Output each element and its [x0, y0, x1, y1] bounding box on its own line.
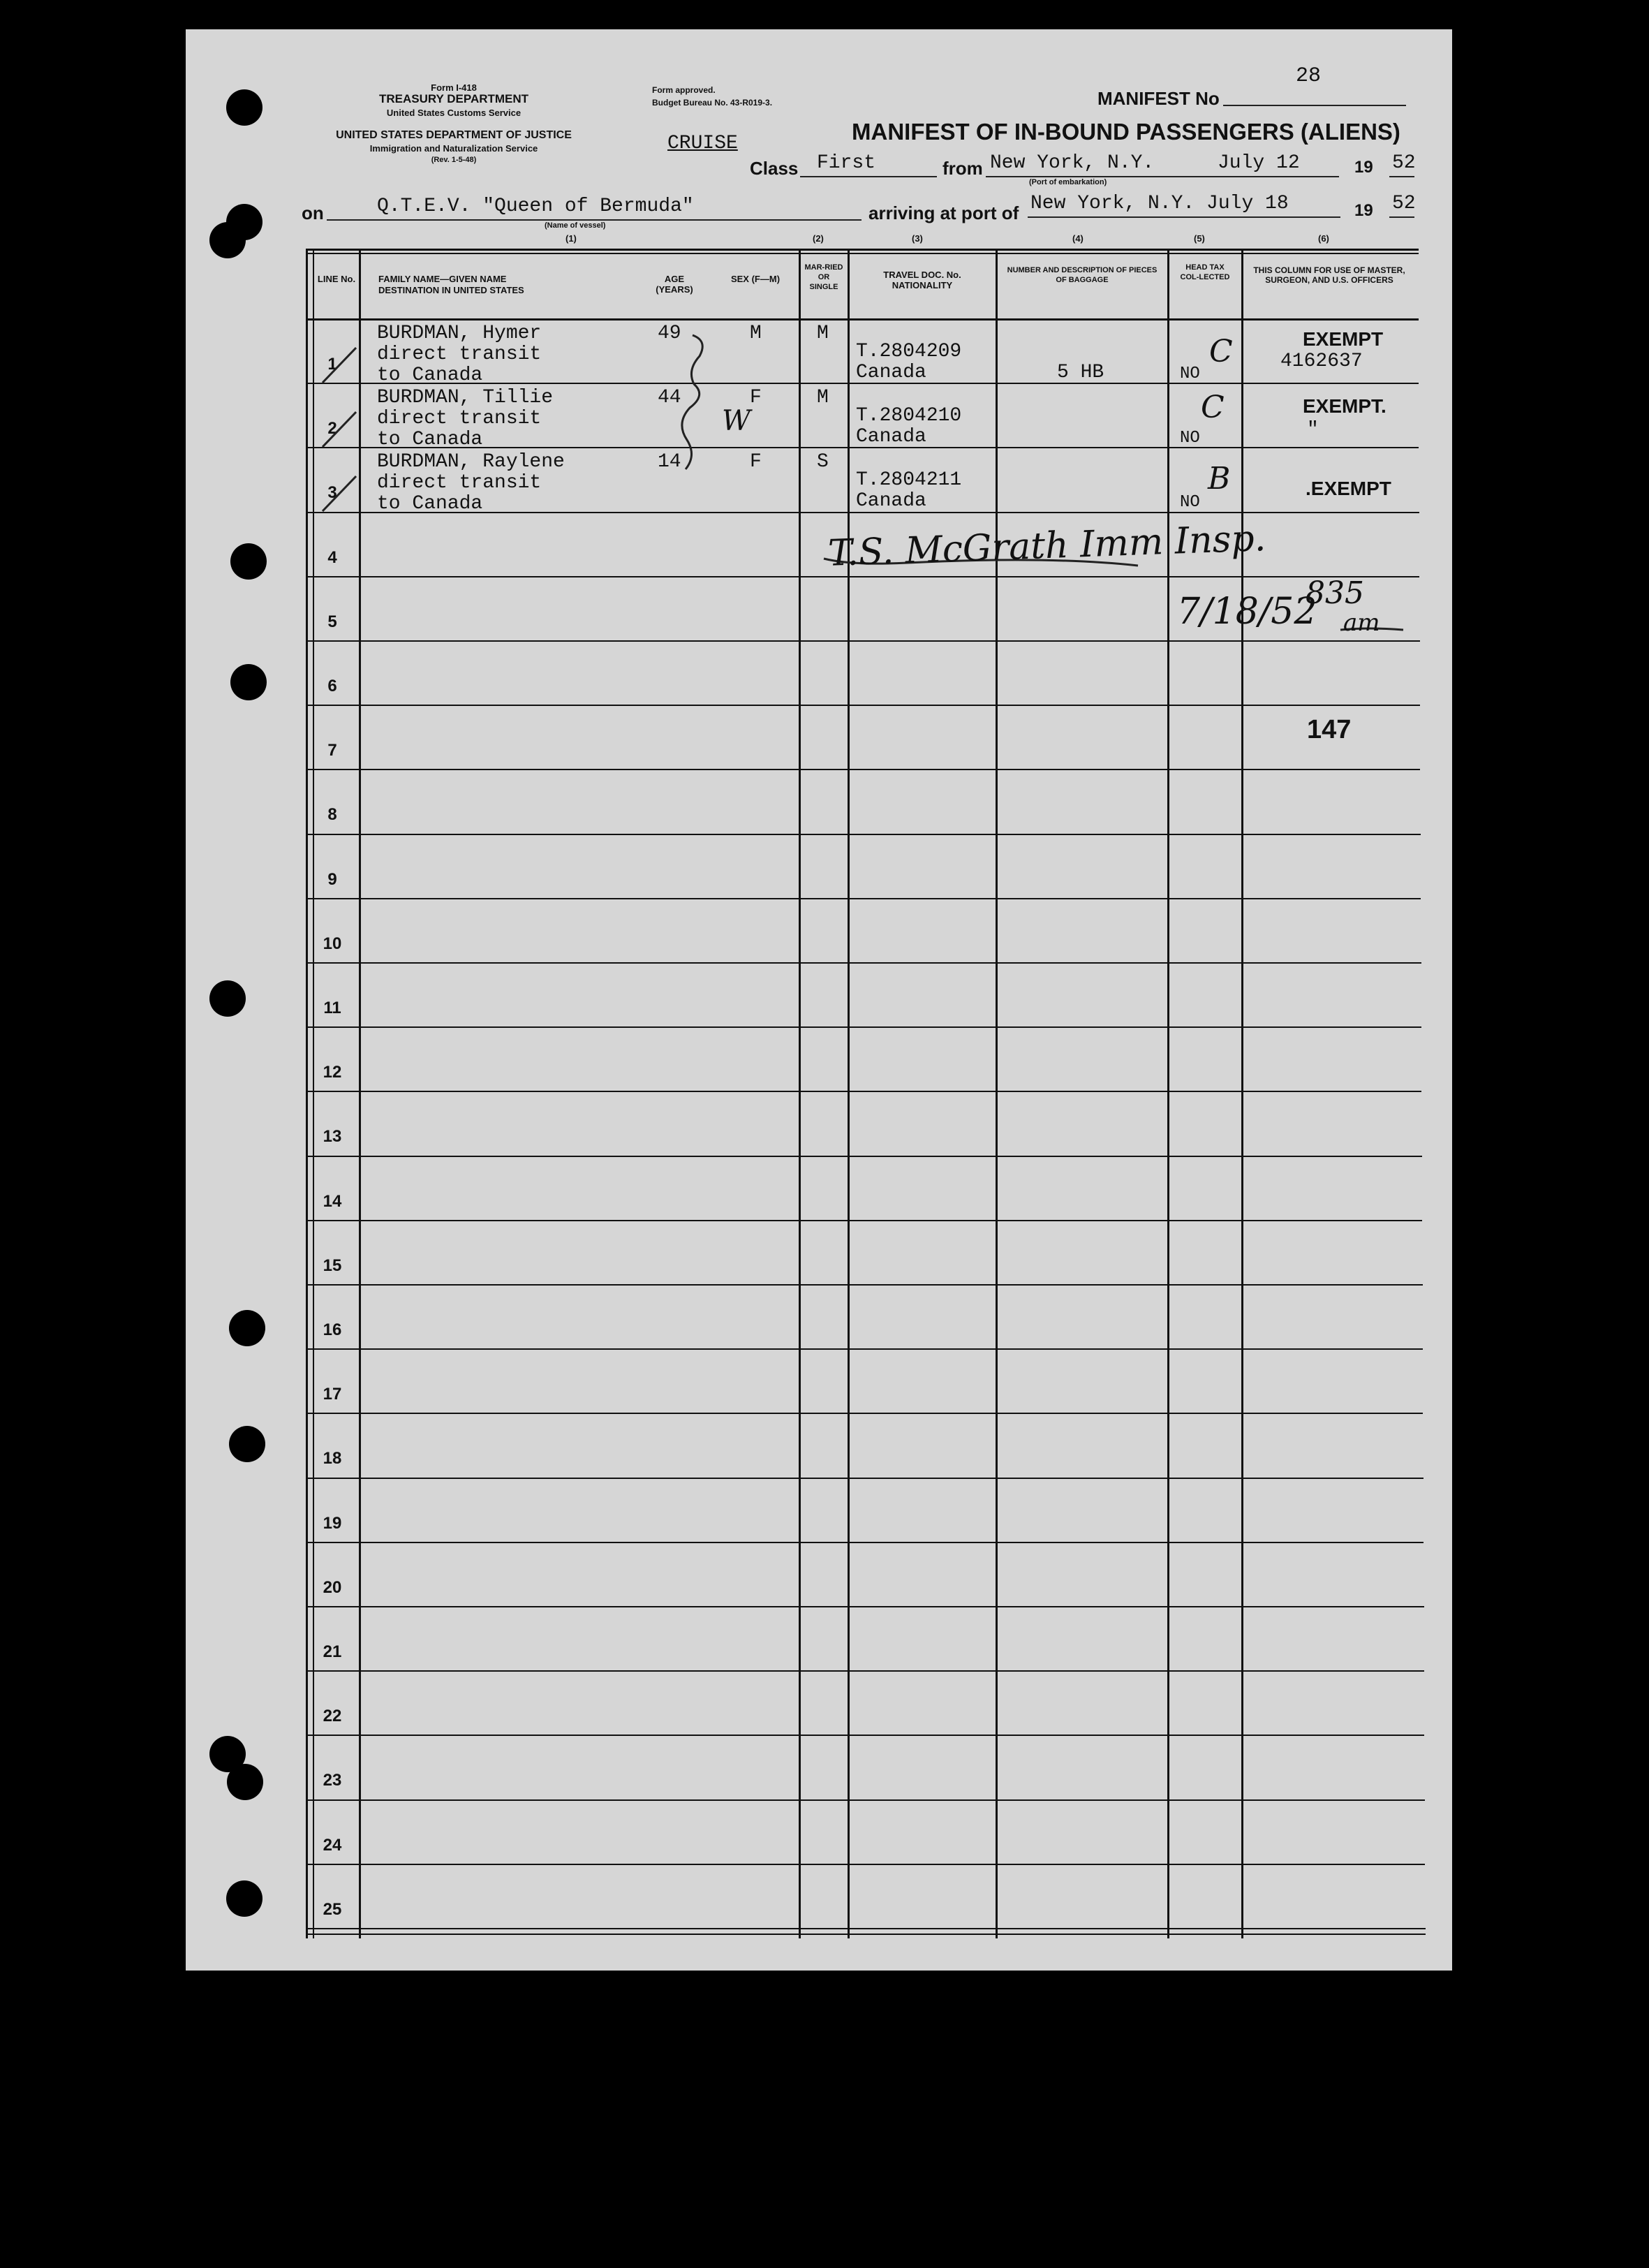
officer-note: EXEMPT. — [1303, 395, 1387, 417]
passenger-sex: F — [750, 451, 762, 473]
line-number: 5 — [327, 612, 337, 631]
col-header-married: MAR-RIED OR SINGLE — [804, 263, 843, 291]
inspection-time: 835 — [1306, 575, 1364, 611]
line-number: 1 — [327, 355, 337, 374]
arrival-port-date: New York, N.Y. July 18 — [1030, 193, 1289, 214]
travel-doc: T.2804210 — [856, 405, 962, 427]
passenger-destination: direct transit — [377, 472, 542, 494]
passenger-name: BURDMAN, Raylene — [377, 451, 565, 473]
col-header-officers: THIS COLUMN FOR USE OF MASTER, SURGEON, AND U.S. OFFICERS — [1253, 265, 1405, 285]
col-header-head-tax: HEAD TAX COL-LECTED — [1180, 263, 1230, 281]
row-tick — [323, 476, 356, 511]
from-year-prefix: 19 — [1354, 158, 1373, 177]
col-number: (4) — [1072, 233, 1084, 244]
col-header-name: FAMILY NAME—GIVEN NAME — [378, 274, 507, 284]
line-number: 24 — [323, 1836, 342, 1855]
from-label: from — [942, 158, 983, 179]
stamp-number: 147 — [1307, 715, 1352, 744]
manifest-no-value: 28 — [1296, 64, 1322, 88]
travel-doc: T.2804211 — [856, 469, 962, 491]
passenger-sex: M — [750, 323, 762, 344]
ins-line: Immigration and Naturalization Service — [369, 143, 538, 154]
arriving-label: arriving at port of — [868, 202, 1019, 223]
line-number: 6 — [327, 677, 337, 695]
col-header-baggage: NUMBER AND DESCRIPTION OF PIECES OF BAGGAGE — [1007, 266, 1158, 284]
passenger-destination: to Canada — [377, 429, 483, 450]
line-number: 13 — [323, 1127, 342, 1146]
officer-note: " — [1307, 419, 1319, 441]
line-number: 9 — [327, 870, 337, 889]
head-tax-mark: B — [1208, 461, 1231, 496]
arrival-year-prefix: 19 — [1354, 201, 1373, 220]
line-number: 11 — [323, 999, 341, 1017]
manifest-no-label: MANIFEST No — [1097, 88, 1220, 109]
treasury-department: TREASURY DEPARTMENT — [378, 92, 529, 105]
officer-note: 4162637 — [1280, 351, 1363, 372]
line-number: 10 — [323, 934, 342, 953]
col-header-line-no: LINE No. — [317, 274, 356, 284]
col-header-sex: SEX (F—M) — [730, 274, 781, 284]
inspector-signature: T.S. McGrath Imm Insp. — [827, 517, 1267, 575]
inspection-date: 7/18/52 — [1177, 591, 1317, 633]
manifest-title: MANIFEST OF IN-BOUND PASSENGERS (ALIENS) — [852, 119, 1400, 145]
nationality: Canada — [856, 490, 926, 512]
family-bracket — [682, 335, 702, 469]
customs-service: United States Customs Service — [386, 108, 522, 118]
nationality: Canada — [856, 362, 926, 383]
line-number: 14 — [323, 1192, 342, 1211]
form-approved: Form approved. — [652, 85, 716, 95]
passenger-married: M — [817, 323, 829, 344]
line-number: 17 — [323, 1385, 342, 1404]
col-number: (6) — [1318, 233, 1329, 244]
passenger-age: 14 — [658, 451, 681, 473]
family-mark: W — [722, 405, 751, 437]
baggage: 5 HB — [1057, 362, 1104, 383]
nationality: Canada — [856, 426, 926, 448]
line-number: 21 — [323, 1642, 342, 1661]
from-year: 52 — [1392, 152, 1416, 174]
col-number: (3) — [912, 233, 923, 244]
class-label: Class — [750, 158, 799, 179]
arrival-year: 52 — [1392, 193, 1416, 214]
from-date: July 12 — [1218, 152, 1300, 174]
class-value: First — [817, 152, 876, 174]
line-number: 18 — [323, 1449, 342, 1468]
line-number: 20 — [323, 1578, 342, 1597]
from-value: New York, N.Y. — [990, 152, 1155, 174]
col-header-destination: DESTINATION IN UNITED STATES — [378, 285, 524, 295]
line-number: 3 — [327, 483, 337, 502]
revision-line: (Rev. 1-5-48) — [431, 156, 477, 164]
col-number: (1) — [565, 233, 577, 244]
col-number: (5) — [1194, 233, 1205, 244]
officer-note: .EXEMPT — [1306, 478, 1391, 499]
line-number: 23 — [323, 1771, 342, 1790]
line-number: 15 — [323, 1256, 342, 1275]
col-header-age: AGE (YEARS) — [656, 274, 693, 295]
row-tick — [323, 412, 356, 447]
col-header-travel-doc: TRAVEL DOC. No. NATIONALITY — [883, 270, 961, 290]
passenger-destination: direct transit — [377, 344, 542, 365]
line-number: 12 — [323, 1063, 342, 1082]
line-number: 16 — [323, 1320, 342, 1339]
passenger-destination: direct transit — [377, 408, 542, 429]
dept-justice: UNITED STATES DEPARTMENT OF JUSTICE — [336, 129, 572, 141]
passenger-name: BURDMAN, Tillie — [377, 387, 554, 408]
cruise-label: CRUISE — [667, 133, 738, 154]
budget-bureau: Budget Bureau No. 43-R019-3. — [652, 98, 773, 108]
head-tax: NO — [1180, 493, 1200, 512]
form-number: Form I-418 — [431, 82, 477, 93]
passenger-name: BURDMAN, Hymer — [377, 323, 542, 344]
line-number: 7 — [327, 741, 337, 760]
col-number: (2) — [813, 233, 824, 244]
head-tax: NO — [1180, 364, 1200, 383]
passenger-married: M — [817, 387, 829, 408]
travel-doc: T.2804209 — [856, 341, 962, 362]
port-caption: (Port of embarkation) — [1029, 178, 1107, 186]
passenger-age: 44 — [658, 387, 681, 408]
line-number: 19 — [323, 1514, 342, 1533]
passenger-sex: F — [750, 387, 762, 408]
vessel-caption: (Name of vessel) — [545, 221, 606, 230]
line-number: 8 — [327, 805, 337, 824]
passenger-destination: to Canada — [377, 364, 483, 386]
head-tax: NO — [1180, 429, 1200, 448]
passenger-married: S — [817, 451, 829, 473]
row-tick — [323, 348, 356, 383]
on-label: on — [302, 202, 324, 223]
vessel-name: Q.T.E.V. "Queen of Bermuda" — [377, 196, 694, 217]
head-tax-mark: C — [1209, 334, 1233, 369]
line-number: 2 — [327, 419, 337, 438]
passenger-destination: to Canada — [377, 493, 483, 515]
line-number: 22 — [323, 1707, 342, 1725]
line-number: 4 — [327, 548, 337, 567]
officer-note: EXEMPT — [1303, 328, 1384, 350]
inspection-ampm: am — [1343, 609, 1380, 637]
passenger-age: 49 — [658, 323, 681, 344]
line-number: 25 — [323, 1900, 342, 1919]
head-tax-mark: C — [1201, 390, 1225, 425]
